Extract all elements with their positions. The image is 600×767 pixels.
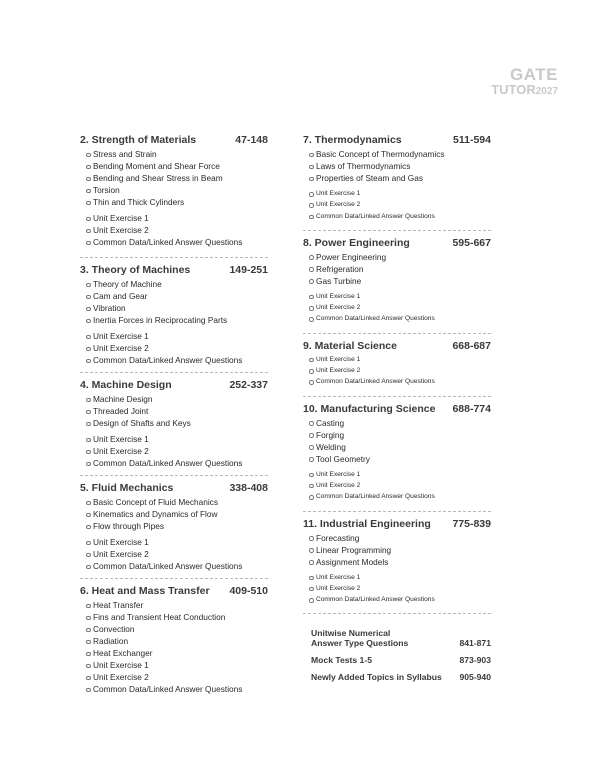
extra-label [311,672,442,682]
section-pages: 252-337 [229,379,268,391]
exercise-item: Unit Exercise 2 [316,199,491,210]
section-title: 7. Thermodynamics [303,134,402,146]
topic-item: Convection [93,623,268,635]
exercise-list [80,536,268,572]
logo-tutor: TUTOR [491,82,536,97]
section-title: 6. Heat and Mass Transfer [80,585,210,597]
exercise-item: Unit Exercise 1 [93,212,268,224]
topic-item: Forging [316,429,491,441]
toc-section [80,373,268,476]
extra-entry [311,628,491,648]
extra-label-line1: Mock Tests 1-5 [311,655,372,666]
section-pages: 338-408 [229,482,268,494]
topic-list [303,532,491,568]
extra-entry [311,672,491,682]
exercise-item: Unit Exercise 1 [93,536,268,548]
logo-line1: GATE [510,65,558,84]
toc-section [80,258,268,373]
topic-item: Assignment Models [316,556,491,568]
toc-section [303,334,491,397]
topic-item: Inertia Forces in Reciprocating Parts [93,314,268,326]
exercise-item: Unit Exercise 2 [93,445,268,457]
exercise-item: Common Data/Linked Answer Questions [93,354,268,366]
exercise-item: Unit Exercise 1 [316,291,491,302]
topic-item: Forecasting [316,532,491,544]
topic-item: Power Engineering [316,251,491,263]
exercise-item: Common Data/Linked Answer Questions [316,594,491,605]
section-heading [80,379,268,391]
exercise-list [80,330,268,366]
section-title: 9. Material Science [303,339,397,352]
toc-section [303,231,491,334]
section-heading [80,134,268,146]
topic-item: Machine Design [93,393,268,405]
section-pages: 47-148 [235,134,268,146]
toc-section [80,476,268,579]
exercise-item: Unit Exercise 1 [316,469,491,480]
exercise-item: Unit Exercise 1 [93,330,268,342]
topic-item: Basic Concept of Fluid Mechanics [93,496,268,508]
topic-item: Linear Programming [316,544,491,556]
extra-label [311,628,408,648]
section-heading [303,340,491,352]
exercise-item: Common Data/Linked Answer Questions [93,560,268,572]
topic-list [80,148,268,208]
topic-item: Design of Shafts and Keys [93,417,268,429]
topic-list [80,496,268,532]
exercise-item: Unit Exercise 1 [316,354,491,365]
topic-item: Laws of Thermodynamics [316,160,491,172]
toc-section [303,134,491,231]
logo-year: 2027 [535,86,558,97]
section-pages: 409-510 [229,585,268,597]
topic-item: Refrigeration [316,263,491,275]
section-title: 5. Fluid Mechanics [80,482,174,494]
topic-item: Unit Exercise 1 [93,659,268,671]
topic-list [303,251,491,287]
topic-item: Fins and Transient Heat Conduction [93,611,268,623]
extra-pages: 841-871 [459,638,491,649]
topic-item: Vibration [93,302,268,314]
section-title: 10. Manufacturing Science [303,402,436,415]
section-title: 8. Power Engineering [303,236,410,249]
topic-item: Common Data/Linked Answer Questions [93,683,268,695]
topic-item: Gas Turbine [316,275,491,287]
topic-item: Radiation [93,635,268,647]
logo-line2 [491,83,558,97]
topic-item: Torsion [93,184,268,196]
exercise-item: Common Data/Linked Answer Questions [316,313,491,324]
topic-item: Threaded Joint [93,405,268,417]
section-title: 2. Strength of Materials [80,134,197,146]
exercise-item: Unit Exercise 2 [93,548,268,560]
section-pages: 668-687 [452,339,491,352]
topic-item: Welding [316,441,491,453]
section-pages: 775-839 [452,517,491,530]
section-pages: 688-774 [452,402,491,415]
exercise-item: Unit Exercise 2 [316,365,491,376]
toc-section [303,512,491,615]
toc-section [80,579,268,695]
toc-section [80,134,268,258]
exercise-item: Unit Exercise 2 [316,480,491,491]
extra-label-line1: Newly Added Topics in Syllabus [311,672,442,683]
topic-item: Heat Exchanger [93,647,268,659]
exercise-list [303,291,491,325]
section-heading [80,264,268,276]
topic-list [80,393,268,429]
topic-item: Properties of Steam and Gas [316,172,491,184]
extras-list [303,628,491,682]
topic-item: Casting [316,417,491,429]
exercise-list [303,188,491,222]
section-title: 3. Theory of Machines [80,264,191,276]
exercise-item: Unit Exercise 2 [316,583,491,594]
topic-item: Stress and Strain [93,148,268,160]
exercise-item: Unit Exercise 1 [316,188,491,199]
section-heading [303,518,491,530]
section-pages: 595-667 [452,236,491,249]
exercise-item: Unit Exercise 2 [93,224,268,236]
exercise-item: Common Data/Linked Answer Questions [316,211,491,222]
extra-label [311,655,372,665]
exercise-list [80,212,268,248]
topic-item: Theory of Machine [93,278,268,290]
section-heading [303,134,491,146]
extra-pages: 873-903 [459,655,491,666]
topic-item: Tool Geometry [316,453,491,465]
extra-entry [311,655,491,665]
section-title: 4. Machine Design [80,379,172,391]
topic-item: Kinematics and Dynamics of Flow [93,508,268,520]
topic-item: Unit Exercise 2 [93,671,268,683]
extra-label-line1: Unitwise Numerical [311,628,391,639]
topic-list [303,148,491,184]
topic-list [80,278,268,326]
section-title: 11. Industrial Engineering [303,517,431,530]
section-pages: 511-594 [453,134,491,146]
exercise-item: Unit Exercise 1 [316,572,491,583]
left-column [80,134,268,695]
exercise-item: Common Data/Linked Answer Questions [316,376,491,387]
topic-item: Cam and Gear [93,290,268,302]
right-column [303,134,491,689]
exercise-list [303,572,491,606]
topic-item: Heat Transfer [93,599,268,611]
exercise-list [80,433,268,469]
exercise-item: Common Data/Linked Answer Questions [93,457,268,469]
section-heading [80,585,268,597]
topic-list [303,417,491,465]
extra-label-line2: Answer Type Questions [311,638,409,649]
exercise-list [303,354,491,388]
exercise-item: Unit Exercise 2 [93,342,268,354]
topic-item: Bending and Shear Stress in Beam [93,172,268,184]
exercise-list [303,469,491,503]
gate-tutor-logo [491,66,558,97]
section-pages: 149-251 [229,264,268,276]
section-heading [303,403,491,415]
section-heading [80,482,268,494]
section-heading [303,237,491,249]
exercise-item: Common Data/Linked Answer Questions [93,236,268,248]
extra-pages: 905-940 [459,672,491,683]
exercise-item: Unit Exercise 1 [93,433,268,445]
topic-item: Thin and Thick Cylinders [93,196,268,208]
topic-item: Flow through Pipes [93,520,268,532]
topic-item: Bending Moment and Shear Force [93,160,268,172]
topic-list [80,599,268,695]
topic-item: Basic Concept of Thermodynamics [316,148,491,160]
exercise-item: Unit Exercise 2 [316,302,491,313]
exercise-item: Common Data/Linked Answer Questions [316,491,491,502]
toc-section [303,397,491,512]
